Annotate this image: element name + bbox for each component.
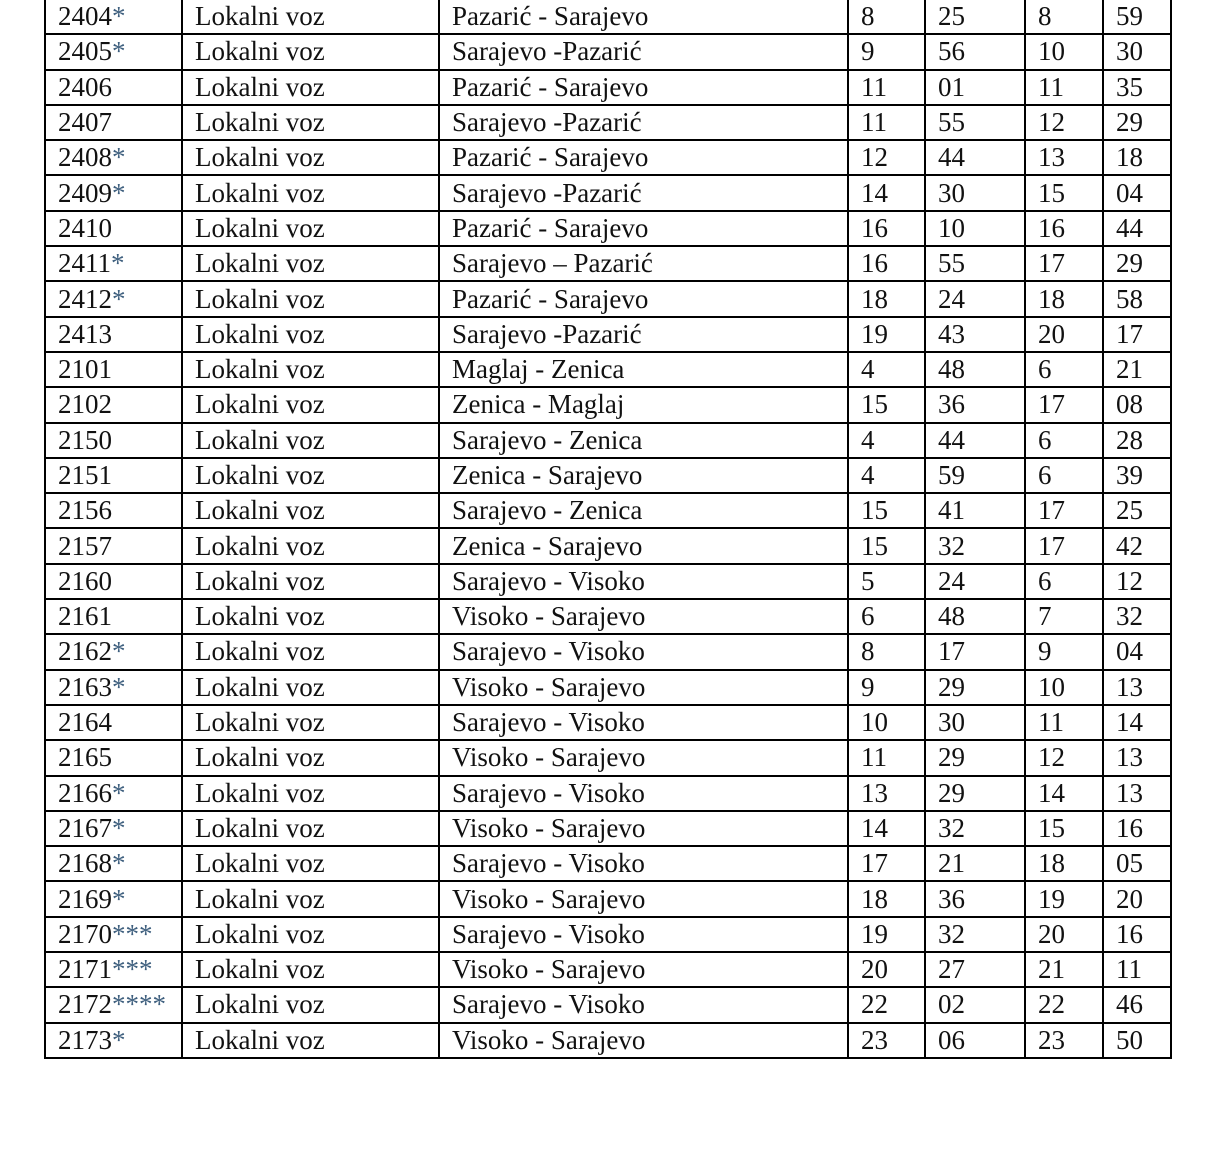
footnote-marker: * [112,777,126,808]
train-number-cell [45,881,182,916]
departure-minute-cell: 27 [925,952,1025,987]
train-type-cell: Lokalni voz [182,740,439,775]
train-number: 2171 [58,954,112,985]
departure-minute-cell: 48 [925,599,1025,634]
train-number-cell [45,281,182,316]
table-row [45,634,1171,669]
route-cell: Sarajevo - Zenica [439,423,848,458]
arrival-minute-cell: 29 [1103,105,1171,140]
train-type-cell: Lokalni voz [182,599,439,634]
arrival-minute-cell: 13 [1103,776,1171,811]
route-cell: Visoko - Sarajevo [439,952,848,987]
train-number: 2170 [58,918,112,949]
table-row [45,246,1171,281]
train-type-cell: Lokalni voz [182,458,439,493]
departure-hour-cell: 16 [848,211,925,246]
train-number-cell [45,987,182,1022]
arrival-hour-cell: 15 [1025,811,1103,846]
train-number: 2407 [58,107,112,138]
arrival-minute-cell: 30 [1103,34,1171,69]
train-number: 2101 [58,354,112,385]
train-number-cell [45,423,182,458]
departure-hour-cell: 4 [848,352,925,387]
table-row [45,352,1171,387]
departure-minute-cell: 41 [925,493,1025,528]
train-number-cell [45,952,182,987]
table-row [45,952,1171,987]
departure-minute-cell: 55 [925,105,1025,140]
arrival-minute-cell: 13 [1103,670,1171,705]
arrival-minute-cell: 39 [1103,458,1171,493]
arrival-minute-cell: 35 [1103,70,1171,105]
table-row [45,670,1171,705]
departure-minute-cell: 55 [925,246,1025,281]
train-type-cell: Lokalni voz [182,317,439,352]
train-number-cell [45,493,182,528]
departure-hour-cell: 10 [848,705,925,740]
footnote-marker: *** [112,918,153,949]
departure-hour-cell: 4 [848,423,925,458]
arrival-hour-cell: 7 [1025,599,1103,634]
departure-minute-cell: 29 [925,670,1025,705]
arrival-hour-cell: 14 [1025,776,1103,811]
train-number: 2405 [58,36,112,67]
route-cell: Zenica - Maglaj [439,387,848,422]
route-cell: Pazarić - Sarajevo [439,70,848,105]
route-cell: Visoko - Sarajevo [439,1023,848,1058]
arrival-hour-cell: 10 [1025,670,1103,705]
route-cell: Pazarić - Sarajevo [439,0,848,34]
table-row [45,599,1171,634]
arrival-minute-cell: 18 [1103,140,1171,175]
train-type-cell: Lokalni voz [182,175,439,210]
route-cell: Pazarić - Sarajevo [439,281,848,316]
train-number: 2410 [58,212,112,243]
departure-hour-cell: 13 [848,776,925,811]
train-number: 2151 [58,460,112,490]
departure-hour-cell: 4 [848,458,925,493]
arrival-hour-cell: 17 [1025,246,1103,281]
train-number-cell [45,634,182,669]
departure-minute-cell: 29 [925,740,1025,775]
train-number: 2413 [58,318,112,349]
arrival-hour-cell: 19 [1025,881,1103,916]
train-number: 2169 [58,883,112,914]
train-number-cell [45,670,182,705]
train-number-cell [45,528,182,563]
train-type-cell: Lokalni voz [182,952,439,987]
train-number-cell [45,917,182,952]
footnote-marker: * [112,883,126,914]
arrival-minute-cell: 32 [1103,599,1171,634]
footnote-marker: **** [112,989,166,1020]
train-number: 2167 [58,812,112,843]
departure-hour-cell: 9 [848,670,925,705]
departure-minute-cell: 56 [925,34,1025,69]
table-row [45,1023,1171,1058]
arrival-minute-cell: 58 [1103,281,1171,316]
footnote-marker: *** [112,954,153,985]
arrival-hour-cell: 20 [1025,317,1103,352]
route-cell: Zenica - Sarajevo [439,458,848,493]
table-row [45,458,1171,493]
train-type-cell: Lokalni voz [182,634,439,669]
arrival-hour-cell: 17 [1025,493,1103,528]
arrival-minute-cell: 59 [1103,0,1171,34]
footnote-marker: * [112,177,126,208]
arrival-minute-cell: 05 [1103,846,1171,881]
train-number-cell [45,352,182,387]
train-number-cell [45,0,182,34]
arrival-hour-cell: 13 [1025,140,1103,175]
table-row [45,528,1171,563]
train-type-cell: Lokalni voz [182,105,439,140]
departure-minute-cell: 06 [925,1023,1025,1058]
departure-minute-cell: 17 [925,634,1025,669]
departure-minute-cell: 48 [925,352,1025,387]
train-type-cell: Lokalni voz [182,528,439,563]
departure-hour-cell: 12 [848,140,925,175]
table-row [45,740,1171,775]
footnote-marker: * [112,812,126,843]
arrival-hour-cell: 15 [1025,175,1103,210]
footnote-marker: * [111,248,125,279]
train-number: 2408 [58,142,112,173]
train-number-cell [45,175,182,210]
train-type-cell: Lokalni voz [182,423,439,458]
train-number: 2150 [58,424,112,455]
departure-hour-cell: 14 [848,175,925,210]
train-number-cell [45,705,182,740]
departure-hour-cell: 23 [848,1023,925,1058]
train-number-cell [45,599,182,634]
table-row [45,493,1171,528]
route-cell: Sarajevo – Pazarić [439,246,848,281]
table-row [45,987,1171,1022]
route-cell: Sarajevo - Zenica [439,493,848,528]
departure-hour-cell: 18 [848,881,925,916]
train-number: 2172 [58,989,112,1020]
train-type-cell: Lokalni voz [182,705,439,740]
arrival-minute-cell: 17 [1103,317,1171,352]
arrival-minute-cell: 25 [1103,493,1171,528]
route-cell: Sarajevo -Pazarić [439,105,848,140]
arrival-hour-cell: 17 [1025,528,1103,563]
train-number-cell [45,34,182,69]
arrival-hour-cell: 22 [1025,987,1103,1022]
timetable-body [45,0,1171,1058]
arrival-hour-cell: 18 [1025,846,1103,881]
departure-hour-cell: 19 [848,917,925,952]
route-cell: Sarajevo - Visoko [439,564,848,599]
train-number-cell [45,458,182,493]
arrival-hour-cell: 10 [1025,34,1103,69]
departure-minute-cell: 59 [925,458,1025,493]
train-number-cell [45,387,182,422]
arrival-minute-cell: 11 [1103,952,1171,987]
table-row [45,317,1171,352]
train-type-cell: Lokalni voz [182,917,439,952]
train-type-cell: Lokalni voz [182,987,439,1022]
departure-minute-cell: 44 [925,140,1025,175]
departure-hour-cell: 20 [848,952,925,987]
table-row [45,0,1171,34]
departure-minute-cell: 24 [925,281,1025,316]
departure-hour-cell: 9 [848,34,925,69]
arrival-hour-cell: 8 [1025,0,1103,34]
arrival-minute-cell: 42 [1103,528,1171,563]
table-row [45,105,1171,140]
train-type-cell: Lokalni voz [182,211,439,246]
arrival-hour-cell: 12 [1025,105,1103,140]
arrival-hour-cell: 6 [1025,423,1103,458]
train-number: 2411 [58,248,111,279]
departure-minute-cell: 21 [925,846,1025,881]
departure-minute-cell: 44 [925,423,1025,458]
departure-minute-cell: 30 [925,175,1025,210]
departure-minute-cell: 10 [925,211,1025,246]
train-number-cell [45,140,182,175]
route-cell: Maglaj - Zenica [439,352,848,387]
train-type-cell: Lokalni voz [182,352,439,387]
departure-hour-cell: 22 [848,987,925,1022]
arrival-hour-cell: 12 [1025,740,1103,775]
table-row [45,34,1171,69]
departure-minute-cell: 36 [925,881,1025,916]
table-row [45,846,1171,881]
departure-hour-cell: 14 [848,811,925,846]
departure-hour-cell: 11 [848,105,925,140]
train-type-cell: Lokalni voz [182,140,439,175]
train-number: 2102 [58,389,112,420]
departure-minute-cell: 24 [925,564,1025,599]
train-number-cell [45,317,182,352]
departure-hour-cell: 15 [848,493,925,528]
departure-hour-cell: 11 [848,70,925,105]
train-number: 2173 [58,1024,112,1055]
train-type-cell: Lokalni voz [182,0,439,34]
table-row [45,175,1171,210]
train-type-cell: Lokalni voz [182,281,439,316]
arrival-hour-cell: 6 [1025,564,1103,599]
table-row [45,211,1171,246]
table-row [45,917,1171,952]
departure-hour-cell: 19 [848,317,925,352]
footnote-marker: * [112,1,126,32]
arrival-minute-cell: 04 [1103,175,1171,210]
arrival-minute-cell: 13 [1103,740,1171,775]
arrival-minute-cell: 28 [1103,423,1171,458]
train-type-cell: Lokalni voz [182,811,439,846]
departure-hour-cell: 15 [848,387,925,422]
arrival-hour-cell: 17 [1025,387,1103,422]
train-number-cell [45,105,182,140]
arrival-hour-cell: 11 [1025,705,1103,740]
footnote-marker: * [112,1024,126,1055]
departure-hour-cell: 18 [848,281,925,316]
train-type-cell: Lokalni voz [182,1023,439,1058]
route-cell: Sarajevo - Visoko [439,705,848,740]
departure-minute-cell: 36 [925,387,1025,422]
train-number: 2406 [58,71,112,102]
train-number: 2164 [58,707,112,738]
arrival-hour-cell: 6 [1025,352,1103,387]
departure-hour-cell: 15 [848,528,925,563]
train-number: 2165 [58,742,112,773]
arrival-hour-cell: 21 [1025,952,1103,987]
arrival-minute-cell: 20 [1103,881,1171,916]
train-type-cell: Lokalni voz [182,387,439,422]
route-cell: Sarajevo - Visoko [439,987,848,1022]
arrival-minute-cell: 14 [1103,705,1171,740]
arrival-hour-cell: 6 [1025,458,1103,493]
footnote-marker: * [112,671,126,702]
arrival-minute-cell: 29 [1103,246,1171,281]
train-type-cell: Lokalni voz [182,246,439,281]
train-type-cell: Lokalni voz [182,776,439,811]
route-cell: Pazarić - Sarajevo [439,211,848,246]
arrival-hour-cell: 16 [1025,211,1103,246]
footnote-marker: * [112,848,126,879]
arrival-hour-cell: 11 [1025,70,1103,105]
train-number: 2404 [58,1,112,32]
departure-minute-cell: 32 [925,811,1025,846]
route-cell: Sarajevo -Pazarić [439,175,848,210]
train-type-cell: Lokalni voz [182,881,439,916]
departure-hour-cell: 8 [848,0,925,34]
departure-hour-cell: 5 [848,564,925,599]
train-type-cell: Lokalni voz [182,564,439,599]
train-number: 2412 [58,283,112,314]
route-cell: Sarajevo - Visoko [439,846,848,881]
route-cell: Visoko - Sarajevo [439,881,848,916]
arrival-minute-cell: 08 [1103,387,1171,422]
route-cell: Sarajevo - Visoko [439,776,848,811]
train-number-cell [45,846,182,881]
arrival-hour-cell: 18 [1025,281,1103,316]
table-row [45,564,1171,599]
departure-minute-cell: 32 [925,917,1025,952]
train-number: 2409 [58,177,112,208]
train-number: 2166 [58,777,112,808]
route-cell: Sarajevo - Visoko [439,917,848,952]
arrival-minute-cell: 16 [1103,811,1171,846]
train-number-cell [45,246,182,281]
arrival-hour-cell: 23 [1025,1023,1103,1058]
route-cell: Pazarić - Sarajevo [439,140,848,175]
route-cell: Zenica - Sarajevo [439,528,848,563]
departure-minute-cell: 43 [925,317,1025,352]
train-number: 2157 [58,530,112,561]
train-timetable [44,0,1172,1059]
footnote-marker: * [112,283,126,314]
train-type-cell: Lokalni voz [182,493,439,528]
train-number-cell [45,776,182,811]
route-cell: Visoko - Sarajevo [439,740,848,775]
train-type-cell: Lokalni voz [182,34,439,69]
departure-minute-cell: 29 [925,776,1025,811]
train-type-cell: Lokalni voz [182,846,439,881]
route-cell: Sarajevo -Pazarić [439,34,848,69]
arrival-minute-cell: 04 [1103,634,1171,669]
route-cell: Visoko - Sarajevo [439,670,848,705]
table-row [45,776,1171,811]
train-number-cell [45,1023,182,1058]
departure-minute-cell: 01 [925,70,1025,105]
arrival-minute-cell: 16 [1103,917,1171,952]
train-number-cell [45,564,182,599]
arrival-minute-cell: 12 [1103,564,1171,599]
table-row [45,705,1171,740]
departure-hour-cell: 16 [848,246,925,281]
train-type-cell: Lokalni voz [182,70,439,105]
table-row [45,70,1171,105]
train-number: 2156 [58,495,112,526]
departure-hour-cell: 11 [848,740,925,775]
route-cell: Sarajevo - Visoko [439,634,848,669]
arrival-minute-cell: 50 [1103,1023,1171,1058]
arrival-minute-cell: 44 [1103,211,1171,246]
departure-hour-cell: 6 [848,599,925,634]
arrival-hour-cell: 20 [1025,917,1103,952]
table-row [45,387,1171,422]
train-number: 2163 [58,671,112,702]
footnote-marker: * [112,142,126,173]
train-number: 2162 [58,636,112,667]
arrival-minute-cell: 21 [1103,352,1171,387]
table-row [45,881,1171,916]
train-type-cell: Lokalni voz [182,670,439,705]
footnote-marker: * [112,636,126,667]
departure-minute-cell: 30 [925,705,1025,740]
departure-minute-cell: 25 [925,0,1025,34]
train-number-cell [45,740,182,775]
departure-minute-cell: 32 [925,528,1025,563]
footnote-marker: * [112,36,126,67]
route-cell: Visoko - Sarajevo [439,811,848,846]
route-cell: Visoko - Sarajevo [439,599,848,634]
train-number-cell [45,211,182,246]
arrival-minute-cell: 46 [1103,987,1171,1022]
train-number-cell [45,811,182,846]
train-number-cell [45,70,182,105]
train-number: 2160 [58,565,112,596]
table-row [45,140,1171,175]
table-row [45,811,1171,846]
arrival-hour-cell: 9 [1025,634,1103,669]
table-row [45,281,1171,316]
train-number: 2161 [58,601,112,632]
table-row [45,423,1171,458]
departure-hour-cell: 17 [848,846,925,881]
route-cell: Sarajevo -Pazarić [439,317,848,352]
departure-minute-cell: 02 [925,987,1025,1022]
departure-hour-cell: 8 [848,634,925,669]
train-number: 2168 [58,848,112,879]
